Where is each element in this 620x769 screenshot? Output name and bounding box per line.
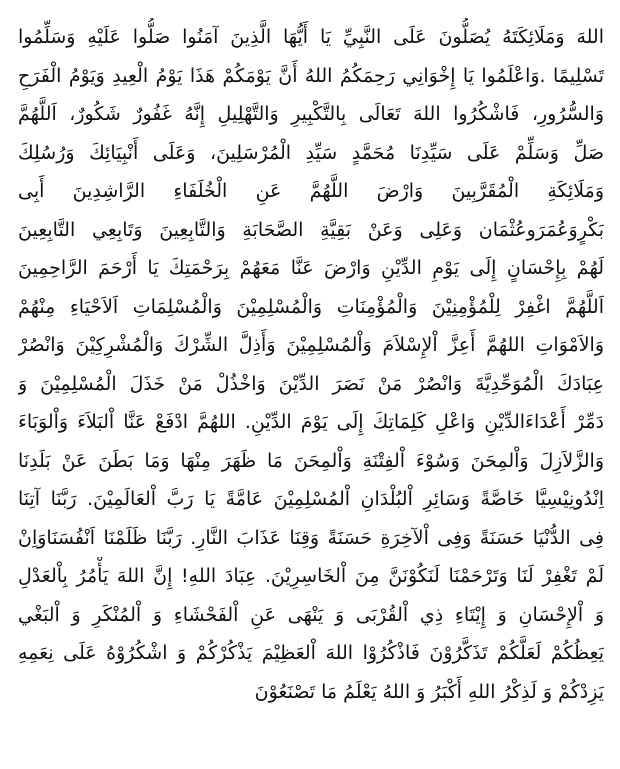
text-line-7: لَهُمْ بِإِحْسَانٍ إِلَى يَوْمِ الدِّيْنِ وَارْضَ عَنَّا مَعَهُمْ بِرَحْمَتِكَ يَا أَرْحَمَ الرَّاحِمِينَ [18, 257, 604, 279]
text-line-9: وَالاَمْوَاتِ اللهُمَّ أَعِزَّ اْلإِسْلاَمَ وَاْلمُسْلِمِيْنَ وَأَذِلَّ الشِّرْكَ وَالْمُشْرِكِيْنَ وَانْصُرْ [18, 334, 604, 356]
text-line-17: يَعِظُكُمْ لَعَلَّكُمْ تَذَكَّرُوْنَ فَاذْكُرُوْا اللهَ اْلعَظِيْمَ يَذْكُرْكُمْ وَ اشْكُرُوْهُ عَلَى نِعَمِهِ [18, 642, 604, 664]
text-line-4: صَلِّ وَسَلِّمْ عَلَى سَيِّدِنَا مُحَمَّدٍ سَيِّدِ الْمُرْسَلِينَ، وَعَلَى أَنْبِيَائِكَ وَرُسُلِكَ [18, 141, 604, 164]
text-line-18: يَزِدْكُمْ وَ لَذِكْرُ اللهِ أَكْبَرُ وَ اللهُ يَعْلَمُ مَا تَصْنَعُوْنَ [254, 680, 604, 703]
text-line-6: بَكْرٍوَعُمَرَوعُثْمَان وَعَلِى وَعَنْ بَقِيَّةِ الصَّحَابَةِ وَالتَّابِعِينَ وَتَابِعِي التَّابِعِينَ [18, 218, 604, 241]
text-line-12: وَالزَّلاَزِلَ وَاْلمِحَنَ وَسُوْءَ اْلفِتْنَةِ وَاْلمِحَنَ مَا ظَهَرَ مِنْهَا وَمَا بَطَنَ عَنْ بَلَدِنَا [18, 449, 604, 472]
text-line-10: عِبَادَكَ الْمُوَحِّدِيَّةَ وَانْصُرْ مَنْ نَصَرَ الدِّيْنَ وَاخْذُلْ مَنْ خَذَلَ الْمُسْلِمِيْنَ وَ [18, 372, 604, 395]
text-line-14: فِى الدُّنْيَا حَسَنَةً وَفِى اْلآخِرَةِ حَسَنَةً وَقِنَا عَذَابَ النَّارِ. رَبَّنَا ظَلَمْنَا اَنْفُسَنَاوَاِنْ [18, 526, 604, 549]
text-line-8: اَللَّهُمَّ اغْفِرْ لِلْمُؤْمِنِيْنَ وَالْمُؤْمِنَاتِ وَالْمُسْلِمِيْنَ وَالْمُسْلِمَاتِ اَلاَحْيَاءِ مِنْهُمْ [18, 295, 604, 318]
text-line-3: وَالسُّرُورِ، فَاشْكُرُوا اللهَ تَعَالَى بِالتَّكْبِيرِ وَالتَّهْلِيلِ إِنَّهُ غَفُورٌ شَكُورٌ، اَللَّهُمَّ [18, 103, 604, 125]
text-line-1: اللهَ وَمَلَائِكَتَهُ يُصَلُّونَ عَلَى النَّبِيِّ يَا أَيُّهَا الَّذِينَ آمَنُوا صَلُّوا عَلَيْهِ وَسَلِّمُوا [18, 26, 604, 48]
text-line-5: وَمَلَائِكَةِ الْمُقَرَّبِينَ وَارْضَ اللَّهُمَّ عَنِ الْخُلَفَاءِ الرَّاشِدِينَ أَبِى [18, 180, 604, 202]
text-line-16: وَ اْلإِحْسَانِ وَ إِيْتَاءِ ذِي اْلقُرْبَى وَ يَنْهَى عَنِ اْلفَحْشَاءِ وَ اْلمُنْكَرِ وَ اْلبَغْي [18, 603, 604, 626]
text-line-2: تَسْلِيمًا .وَاعْلَمُوا يَا إِخْوَانِي رَحِمَكُمُ اللهُ أَنَّ يَوْمَكُمْ هَذَا يَوْمُ الْعِيدِ وَيَوْمُ الْفَرَحِ [18, 64, 604, 87]
text-line-11: دَمِّرْ أَعْدَاءَالدِّيْنِ وَاعْلِ كَلِمَاتِكَ إِلَى يَوْمَ الدِّيْنِ. اللهُمَّ ادْفَعْ عَنَّا اْلبَلاَءَ وَاْلوَبَاءَ [18, 411, 604, 433]
arabic-text-block [18, 18, 604, 711]
text-line-13: اِنْدُونِيْسِيَّا خَاصَّةً وَسَائِرِ اْلبُلْدَانِ اْلمُسْلِمِيْنَ عَامَّةً يَا رَبَّ اْلعَالَمِيْنَ. رَبَّنَا آتِنَا [18, 488, 604, 510]
text-line-15: لَمْ تَغْفِرْ لَنَا وَتَرْحَمْنَا لَنَكُوْنَنَّ مِنَ اْلخَاسِرِيْنَ. عِبَادَ اللهِ! إِنَّ اللهَ يَأْمُرُ بِاْلعَدْلِ [18, 565, 604, 587]
